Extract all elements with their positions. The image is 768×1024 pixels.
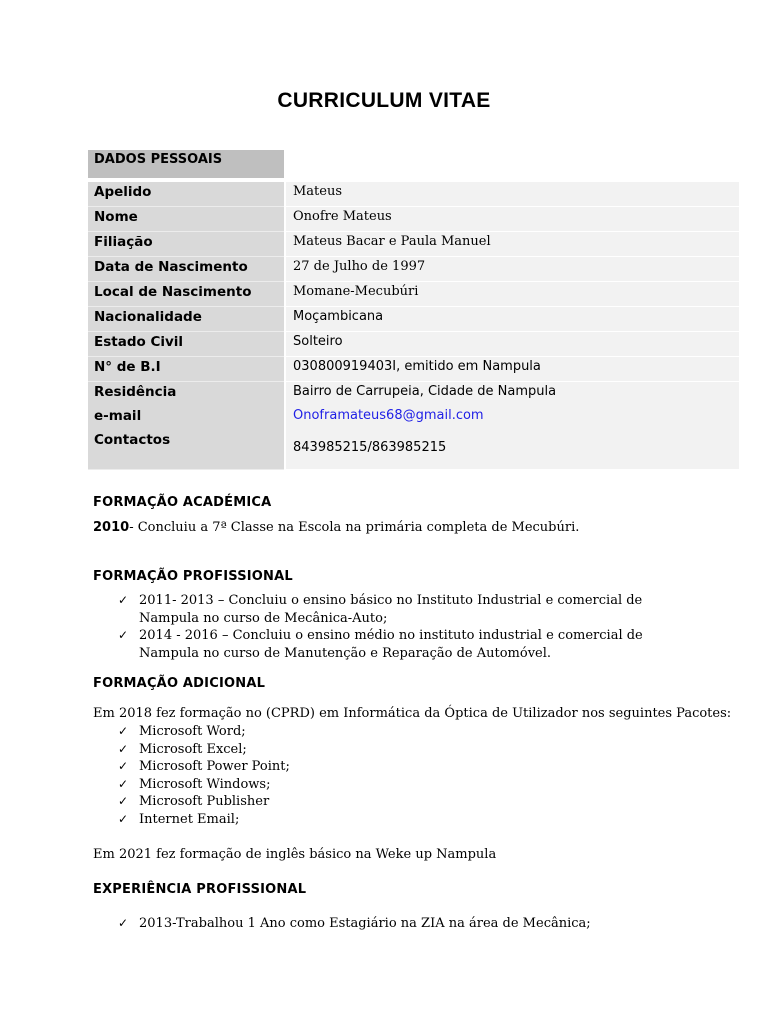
label-birth-place: Local de Nascimento	[88, 282, 284, 307]
value-residence: Bairro de Carrupeia, Cidade de Nampula	[293, 384, 557, 399]
value-nationality: Moçambicana	[284, 307, 739, 332]
check-icon: ✓	[118, 724, 129, 738]
list-item: ✓ 2013-Trabalhou 1 Ano como Estagiário na ZIA na área de Mecânica;	[118, 916, 591, 931]
check-icon: ✓	[118, 628, 129, 643]
value-apelido: Mateus	[284, 182, 739, 207]
additional-intro: Em 2018 fez formação no (CPRD) em Informática da Óptica de Utilizador nos seguintes Pacotes:	[93, 706, 732, 721]
row-birth-place	[88, 282, 739, 307]
list-item: ✓ Internet Email;	[118, 811, 240, 827]
list-item: ✓ Microsoft Publisher	[118, 794, 270, 810]
heading-academic: FORMAÇÃO ACADÉMICA	[93, 495, 272, 510]
additional-list	[118, 723, 290, 829]
academic-year: 2010	[93, 520, 130, 535]
list-item: ✓ Microsoft Word;	[118, 724, 246, 739]
check-icon: ✓	[118, 916, 129, 930]
check-icon: ✓	[118, 811, 129, 826]
academic-text: - Concluiu a 7ª Classe na Escola na primária completa de Mecubúri.	[129, 520, 580, 535]
experience-list	[118, 915, 591, 933]
label-residence: Residência	[94, 384, 177, 400]
value-marital-status: Solteiro	[284, 332, 739, 357]
row-id-number	[88, 357, 739, 382]
value-id-number: 030800919403I, emitido em Nampula	[284, 357, 739, 382]
check-icon: ✓	[118, 593, 129, 607]
label-nome: Nome	[88, 207, 284, 232]
label-contacts-block	[88, 382, 284, 470]
label-nationality: Nacionalidade	[88, 307, 284, 332]
personal-data-table	[88, 150, 739, 455]
label-filiacao: Filiação	[88, 232, 284, 257]
personal-data-rows	[88, 182, 739, 470]
document-title: CURRICULUM VITAE	[277, 89, 491, 112]
list-item: ✓ 2011- 2013 – Concluiu o ensino básico no Instituto Industrial e comercial de Nampula no curso de Mecânica-Auto;	[118, 593, 643, 626]
list-item: ✓ Microsoft Power Point;	[118, 759, 290, 775]
value-birth-date: 27 de Julho de 1997	[284, 257, 739, 282]
value-contacts: 843985215/863985215	[293, 440, 447, 455]
check-icon: ✓	[118, 759, 129, 774]
label-email: e-mail	[94, 408, 142, 424]
heading-experience: EXPERIÊNCIA PROFISSIONAL	[93, 882, 307, 897]
row-nationality	[88, 307, 739, 332]
check-icon: ✓	[118, 741, 129, 756]
label-contacts: Contactos	[94, 432, 171, 448]
personal-data-header: DADOS PESSOAIS	[88, 150, 284, 178]
label-marital-status: Estado Civil	[88, 332, 284, 357]
label-birth-date: Data de Nascimento	[88, 257, 284, 282]
value-birth-place: Momane-Mecubúri	[284, 282, 739, 307]
email-link[interactable]: Onoframateus68@gmail.com	[293, 408, 484, 423]
value-nome: Onofre Mateus	[284, 207, 739, 232]
label-id-number: N° de B.I	[88, 357, 284, 382]
check-icon: ✓	[118, 794, 129, 809]
check-icon: ✓	[118, 776, 129, 791]
value-contacts-block	[284, 382, 739, 470]
row-birth-date	[88, 257, 739, 282]
row-marital-status	[88, 332, 739, 357]
row-contacts-block	[88, 382, 739, 470]
professional-training-list	[118, 592, 659, 662]
list-item: ✓ 2014 - 2016 – Concluiu o ensino médio no instituto industrial e comercial de Nampula no curso de Manutenção e Reparação de Automóvel.	[118, 628, 643, 661]
label-apelido: Apelido	[88, 182, 284, 207]
list-item: ✓ Microsoft Windows;	[118, 776, 271, 792]
list-item: ✓ Microsoft Excel;	[118, 741, 247, 757]
heading-additional: FORMAÇÃO ADICIONAL	[93, 676, 266, 691]
english-training: Em 2021 fez formação de inglês básico na Weke up Nampula	[93, 847, 497, 862]
row-apelido	[88, 182, 739, 207]
row-nome	[88, 207, 739, 232]
academic-entry	[93, 520, 579, 535]
row-filiacao	[88, 232, 739, 257]
heading-professional-training: FORMAÇÃO PROFISSIONAL	[93, 569, 293, 584]
value-filiacao: Mateus Bacar e Paula Manuel	[284, 232, 739, 257]
